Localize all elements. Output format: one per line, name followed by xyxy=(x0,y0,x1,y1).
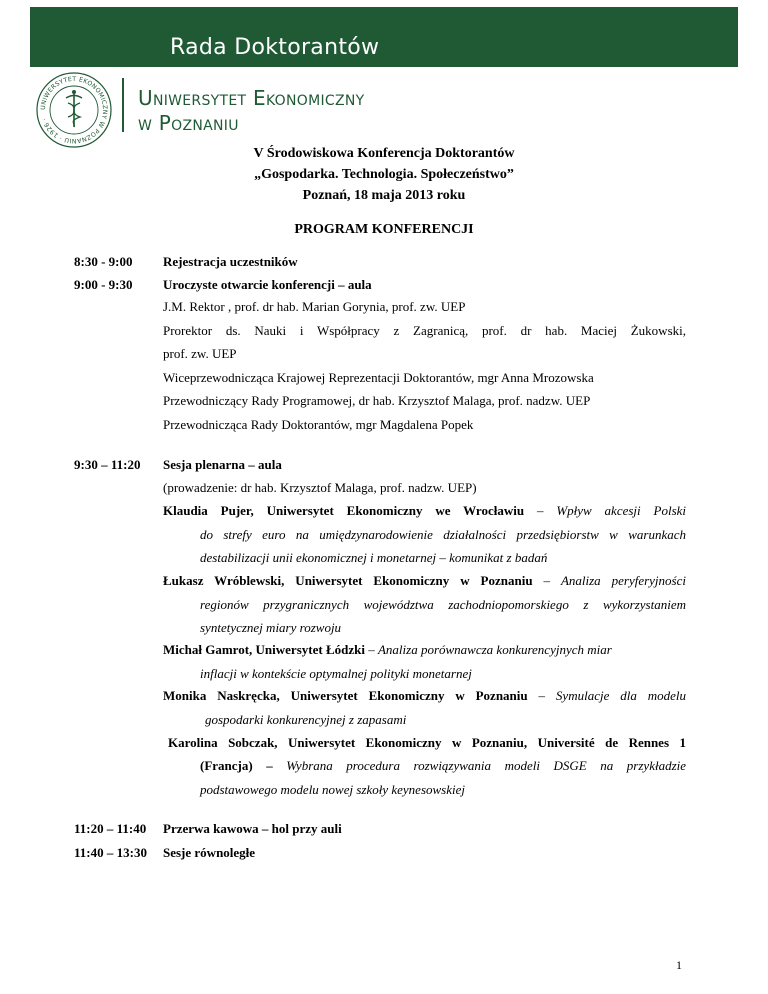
presentation-author-cont: (Francja) – xyxy=(200,758,273,773)
session-title: Rejestracja uczestników xyxy=(163,254,298,269)
presentation-2 xyxy=(163,573,686,589)
presentation-title-cont: destabilizacji unii ekonomicznej i monetarnej – komunikat z badań xyxy=(200,550,548,565)
dash: – xyxy=(538,688,546,703)
presentation-author: Klaudia Pujer, Uniwersytet Ekonomiczny we Wrocławiu xyxy=(163,503,525,518)
speaker-line: prof. zw. UEP xyxy=(163,346,237,361)
session-title: Przerwa kawowa – hol przy auli xyxy=(163,821,342,836)
university-name-line2: w Poznaniu xyxy=(138,111,239,135)
university-seal-icon xyxy=(35,71,113,149)
presentation-author: Monika Naskręcka, Uniwersytet Ekonomiczny w Poznaniu xyxy=(163,688,528,703)
presentation-4 xyxy=(163,688,686,704)
speaker-line: Prorektor ds. Nauki i Współpracy z Zagranicą, prof. dr hab. Maciej Żukowski, xyxy=(163,323,686,338)
presentation-title-cont: syntetycznej miary rozwoju xyxy=(200,620,342,635)
presentation-title-cont: gospodarki konkurencyjnej z zapasami xyxy=(205,712,407,727)
presentation-title: Wpływ akcesji Polski xyxy=(556,503,687,518)
presentation-3 xyxy=(163,642,612,658)
session-title: Uroczyste otwarcie konferencji – aula xyxy=(163,277,372,292)
conference-date-place: Poznań, 18 maja 2013 roku xyxy=(302,188,466,203)
presentation-title-cont: regionów przygranicznych województwa zachodniopomorskiego z wykorzystaniem xyxy=(200,597,686,612)
university-name-line1: Uniwersytet Ekonomiczny xyxy=(138,86,365,110)
presentation-title-cont: inflacji w kontekście optymalnej polityki monetarnej xyxy=(200,666,472,681)
session-chair: (prowadzenie: dr hab. Krzysztof Malaga, prof. nadzw. UEP) xyxy=(163,480,477,495)
svg-text:UNIWERSYTET EKONOMICZNY W POZN: UNIWERSYTET EKONOMICZNY W POZNANIU · 1926 · xyxy=(39,75,109,145)
session-time: 9:30 – 11:20 xyxy=(74,457,141,472)
speaker-line: J.M. Rektor , prof. dr hab. Marian Gorynia, prof. zw. UEP xyxy=(163,299,466,314)
presentation-5 xyxy=(200,758,686,774)
university-name xyxy=(138,86,364,136)
presentation-title: Wybrana procedura rozwiązywania modeli DSGE na przykładzie xyxy=(286,758,687,773)
dash: – xyxy=(536,503,544,518)
dash: – xyxy=(368,642,375,657)
presentation-title-cont: do strefy euro na umiędzynarodowienie działalności przedsiębiorstw w warunkach xyxy=(200,527,686,542)
page-number: 1 xyxy=(676,958,682,972)
header-divider xyxy=(122,78,124,132)
session-time: 9:00 - 9:30 xyxy=(74,277,133,292)
session-time: 11:40 – 13:30 xyxy=(74,845,147,860)
speaker-line: Przewodnicząca Rady Doktorantów, mgr Magdalena Popek xyxy=(163,417,474,432)
session-time: 8:30 - 9:00 xyxy=(74,254,133,269)
presentation-1 xyxy=(163,503,686,519)
presentation-author: Karolina Sobczak, Uniwersytet Ekonomiczny w Poznaniu, Université de Rennes 1 xyxy=(168,735,686,750)
conference-title: V Środowiskowa Konferencja Doktorantów xyxy=(253,146,515,161)
presentation-title-cont: podstawowego modelu nowej szkoły keynesowskiej xyxy=(200,782,466,797)
presentation-title: Analiza peryferyjności xyxy=(560,573,686,588)
session-title: Sesja plenarna – aula xyxy=(163,457,282,472)
banner-title: Rada Doktorantów xyxy=(170,35,380,60)
conference-subtitle: „Gospodarka. Technologia. Społeczeństwo” xyxy=(254,167,514,182)
presentation-title: Symulacje dla modelu xyxy=(555,688,686,703)
presentation-title: Analiza porównawcza konkurencyjnych miar xyxy=(377,642,612,657)
header-banner xyxy=(30,7,738,67)
session-time: 11:20 – 11:40 xyxy=(74,821,147,836)
dash: – xyxy=(543,573,550,588)
presentation-author: Łukasz Wróblewski, Uniwersytet Ekonomiczny w Poznaniu xyxy=(163,573,533,588)
program-heading: PROGRAM KONFERENCJI xyxy=(294,222,474,237)
session-title: Sesje równoległe xyxy=(163,845,256,860)
speaker-line: Wiceprzewodnicząca Krajowej Reprezentacji Doktorantów, mgr Anna Mrozowska xyxy=(163,370,594,385)
speaker-line: Przewodniczący Rady Programowej, dr hab. Krzysztof Malaga, prof. nadzw. UEP xyxy=(163,393,591,408)
presentation-author: Michał Gamrot, Uniwersytet Łódzki xyxy=(163,642,365,657)
